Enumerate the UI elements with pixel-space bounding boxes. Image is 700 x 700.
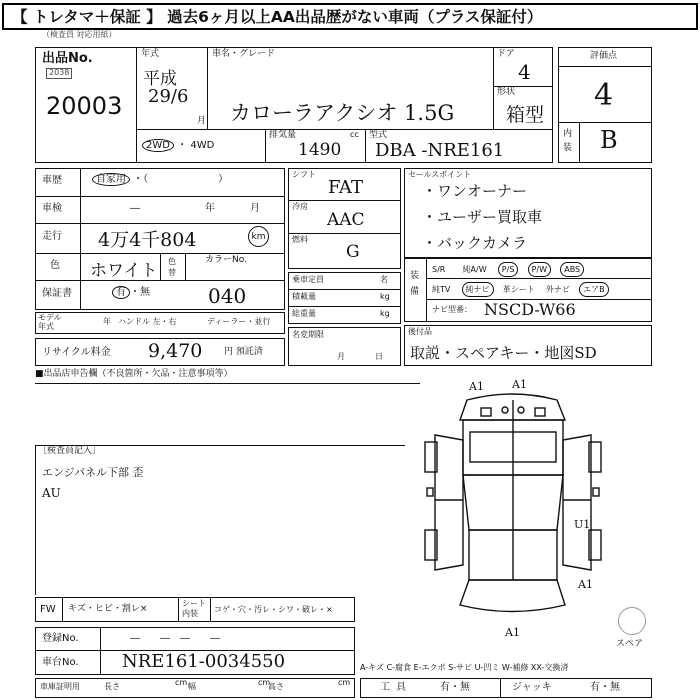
nav-model-value: NSCD-W66	[484, 300, 576, 319]
mark-rear-right: A1	[578, 578, 593, 591]
equip-nav: 純ナビ	[462, 282, 494, 297]
body-type-label: 形状	[497, 87, 516, 97]
warranty-options: 有 ・無	[112, 286, 150, 299]
equip-pw: P/W	[528, 262, 551, 277]
color-label: 色	[50, 260, 60, 271]
fuel-label: 燃料	[292, 235, 308, 244]
sales-point-2: ・ユーザー買取車	[422, 208, 543, 226]
load-unit: kg	[380, 292, 390, 301]
year-label: 年式	[141, 49, 160, 59]
registration-label: 登録No.	[42, 633, 79, 644]
mark-front-1: A1	[469, 380, 484, 393]
color-change-label: 色替	[168, 257, 176, 277]
banner-text: 【 トレタマ＋保証 】 過去6ヶ月以上AA出品歴がない車両（プラス保証付）	[12, 8, 543, 26]
drive-2wd: 2WD	[142, 139, 174, 152]
capacity-label: 乗車定員	[292, 275, 324, 284]
inspector-line2: AU	[42, 486, 61, 500]
equip-leather: 革シート	[502, 285, 535, 294]
lot-stamp: 2038	[46, 68, 72, 79]
spare-label: スペア	[616, 639, 644, 649]
sales-point-3: ・バックカメラ	[422, 234, 528, 252]
model-year-handle: ハンドル 左・右	[118, 317, 177, 326]
doors-value: 4	[518, 60, 531, 84]
displacement-label: 排気量	[269, 130, 297, 140]
recycle-label: リサイクル料金	[42, 347, 111, 358]
inspection-value: ―	[130, 203, 140, 214]
history-label: 車歴	[42, 175, 62, 186]
lot-label: 出品No.	[42, 51, 93, 66]
doors-label: ドア	[497, 49, 515, 59]
seat-label: シート内装	[182, 599, 206, 618]
mark-front-2: A1	[512, 378, 527, 391]
cert-width: 幅	[188, 682, 196, 691]
sales-label: セールスポイント	[408, 170, 472, 179]
after-parts-label: 後付品	[408, 327, 432, 336]
model-value: DBA -NRE161	[375, 140, 505, 161]
lot-number: 20003	[46, 92, 123, 120]
inspection-year-label: 年	[205, 203, 215, 214]
equip-abs: ABS	[560, 262, 584, 277]
inspection-month-label: 月	[250, 203, 260, 214]
seller-notes-label: ■出品店申告欄（不良箇所・欠品・注意事項等）	[35, 369, 233, 379]
mileage-unit: km	[248, 226, 269, 247]
interior-value: B	[600, 126, 618, 154]
tools-options: 有・無	[440, 682, 470, 693]
damage-legend: A-キズ C-腐食 E-エクボ S-サビ U-凹ミ W-補修 XX-交換済	[360, 663, 569, 672]
deadline-unit: 月日	[337, 352, 413, 361]
mileage-label: 走行	[42, 231, 62, 242]
subtitle: （検査員 対応用紙）	[42, 30, 117, 39]
jack-label: ジャッキ	[512, 682, 552, 693]
displacement-value: 1490	[298, 140, 342, 160]
equipment-label: 装備	[410, 271, 420, 297]
chassis-value: NRE161-0034550	[122, 651, 286, 672]
gross-label: 総重量	[292, 309, 316, 318]
equip-ps: P/S	[498, 262, 519, 277]
recycle-unit: 円 預託済	[224, 347, 263, 357]
mileage-value: 4万4千804	[98, 229, 197, 251]
color-code-label: カラーNo.	[205, 255, 247, 265]
ac-value: AAC	[327, 210, 365, 230]
cert-width-unit: cm	[258, 678, 271, 687]
equipment-row2	[432, 282, 609, 297]
score-label: 評価点	[590, 51, 618, 61]
ac-label: 冷房	[292, 202, 308, 211]
drive-4wd: 4WD	[190, 140, 215, 151]
color-value: ホワイト	[90, 261, 158, 281]
tools-label: 工具	[380, 682, 412, 693]
cert-label: 車庫証明用	[40, 682, 80, 691]
history-options: 自家用 ・（ ）	[92, 173, 228, 186]
shift-value: FAT	[328, 177, 363, 198]
fw-items: キズ・ヒビ・割レ×	[68, 604, 148, 614]
month-suffix: 月	[197, 116, 207, 126]
inspector-label: ［検査員記入］	[38, 446, 102, 456]
jack-options: 有・無	[590, 682, 620, 693]
equip-extnav: 外ナビ	[545, 285, 570, 294]
cert-height: 高さ	[268, 682, 284, 691]
equip-airbag: エアB	[579, 282, 609, 297]
gross-unit: kg	[380, 309, 390, 318]
registration-value: ― ― ― ―	[130, 633, 220, 644]
equip-sr: S/R	[432, 265, 446, 274]
cert-height-unit: cm	[338, 678, 351, 687]
year-month: 29/6	[148, 86, 189, 107]
fw-label: FW	[40, 604, 56, 615]
model-year-dealer: ディーラー・並行	[207, 317, 271, 326]
deadline-label: 名変期限	[292, 330, 324, 339]
mark-rear: A1	[505, 626, 520, 639]
color-code-value: 040	[208, 284, 247, 308]
nav-model-label: ナビ型番：	[432, 305, 472, 314]
mark-right-door: U1	[574, 518, 591, 531]
name-label: 車名・グレード	[212, 49, 276, 59]
body-type-value: 箱型	[506, 104, 545, 126]
banner	[2, 3, 698, 30]
inspection-label: 車検	[42, 203, 62, 214]
model-label: 型式	[369, 130, 388, 140]
cert-length-unit: cm	[175, 678, 188, 687]
cert-length: 長さ	[104, 682, 120, 691]
interior-label: 内装	[563, 129, 573, 153]
load-label: 積載量	[292, 292, 316, 301]
score-value: 4	[594, 78, 614, 113]
equip-aw: 純A/W	[462, 265, 487, 274]
displacement-unit: cc	[350, 130, 359, 139]
chassis-label: 車台No.	[42, 657, 79, 668]
spare-tire-icon	[618, 607, 646, 635]
equipment-row1	[432, 262, 584, 277]
model-year-year: 年	[103, 317, 111, 326]
equip-tv: 純TV	[432, 285, 451, 294]
model-year-label: モデル年式	[38, 313, 62, 331]
fuel-value: G	[346, 242, 360, 262]
capacity-unit: 名	[380, 275, 388, 284]
drive-selector: 2WD ・ 4WD	[142, 136, 214, 152]
recycle-value: 9,470	[148, 340, 203, 362]
year-era: 平成	[143, 69, 177, 89]
warranty-label: 保証書	[42, 288, 72, 299]
car-name: カローラアクシオ 1.5G	[230, 101, 455, 125]
inspector-line1: エンジパネル下部 歪	[42, 466, 144, 479]
shift-label: シフト	[292, 170, 316, 179]
sales-point-1: ・ワンオーナー	[422, 182, 528, 200]
seat-items: コゲ・穴・汚レ・シワ・破レ・×	[214, 605, 333, 614]
car-diagram	[405, 380, 620, 630]
after-parts-value: 取説・スペアキー・地図SD	[410, 344, 597, 362]
